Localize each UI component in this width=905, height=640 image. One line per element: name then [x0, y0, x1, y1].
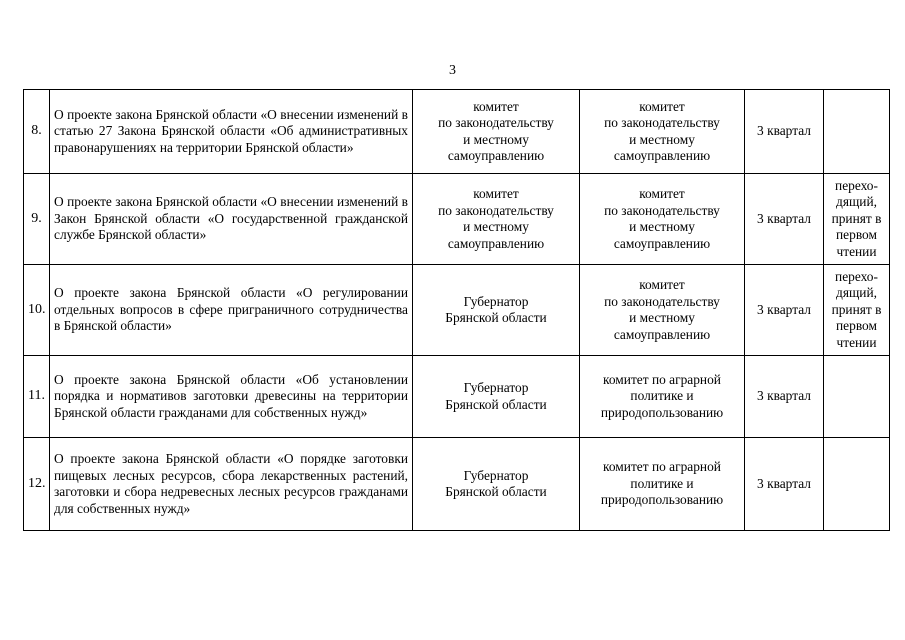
note-line: дящий, [836, 194, 877, 210]
committee-line: и местному [629, 310, 695, 325]
note-line: первом [836, 227, 877, 243]
responsible-cell [413, 438, 580, 531]
responsible-line: комитет [473, 98, 519, 114]
term-cell: 3 квартал [745, 265, 824, 356]
committee-line: комитет [639, 186, 685, 201]
note-line: перехо- [835, 177, 878, 193]
responsible-line: самоуправлению [447, 148, 545, 163]
row-number: 12. [24, 438, 50, 531]
committee-line: природопользованию [600, 492, 724, 508]
committee-cell [580, 265, 745, 356]
committee-cell [580, 174, 745, 265]
committee-line: и местному [629, 219, 695, 234]
note-cell [824, 174, 890, 265]
committee-line: по законодательству [604, 293, 720, 309]
committee-line: самоуправлению [613, 326, 711, 342]
responsible-line: Брянской области [445, 484, 547, 499]
committee-cell [580, 438, 745, 531]
page-number: 3 [449, 63, 456, 78]
responsible-line: и местному [463, 219, 529, 234]
committee-line: самоуправлению [613, 148, 711, 163]
row-number: 9. [24, 174, 50, 265]
responsible-cell [413, 90, 580, 174]
legislative-plan-table [23, 89, 890, 531]
note-line: чтении [836, 243, 877, 259]
table-row [24, 438, 890, 531]
responsible-cell [413, 356, 580, 438]
responsible-line: по законодательству [438, 115, 554, 130]
term-cell: 3 квартал [745, 90, 824, 174]
bill-title: О проекте закона Брянской области «О порядке заготовки пищевых лесных ресурсов, сбора лекарственных растений, заготовки и сбора недревесных лесных ресурсов гражданами для собственных нужд» [50, 438, 413, 531]
note-line: чтении [836, 334, 877, 350]
committee-line: политике и [630, 388, 694, 404]
row-number: 11. [24, 356, 50, 438]
bill-title: О проекте закона Брянской области «О внесении изменений в Закон Брянской области «О государственной гражданской службе Брянской области» [50, 174, 413, 265]
table-row [24, 356, 890, 438]
bill-title: О проекте закона Брянской области «О регулировании отдельных вопросов в сфере приграничного сотрудничества в Брянской области» [50, 265, 413, 356]
term-cell: 3 квартал [745, 174, 824, 265]
note-cell [824, 356, 890, 438]
committee-line: комитет [639, 98, 685, 114]
committee-line: по законодательству [604, 202, 720, 218]
responsible-cell [413, 265, 580, 356]
note-cell [824, 438, 890, 531]
row-number: 8. [24, 90, 50, 174]
term-cell: 3 квартал [745, 438, 824, 531]
table-row [24, 265, 890, 356]
note-line: дящий, [836, 285, 877, 301]
note-cell [824, 90, 890, 174]
responsible-line: по законодательству [438, 202, 554, 218]
responsible-line: самоуправлению [447, 235, 545, 251]
committee-cell [580, 356, 745, 438]
committee-line: комитет по аграрной [603, 371, 721, 387]
committee-line: и местному [629, 131, 695, 147]
committee-line: природопользованию [600, 404, 724, 420]
note-line: принят в [831, 210, 882, 226]
bill-title: О проекте закона Брянской области «Об установлении порядка и нормативов заготовки древесины на территории Брянской области гражданами для собственных нужд» [50, 356, 413, 438]
committee-cell [580, 90, 745, 174]
table-row [24, 90, 890, 174]
note-line: первом [836, 318, 877, 334]
committee-line: политике и [630, 475, 694, 491]
row-number: 10. [24, 265, 50, 356]
responsible-line: Брянской области [445, 396, 547, 412]
responsible-line: Губернатор [463, 380, 529, 395]
committee-line: самоуправлению [613, 235, 711, 251]
note-line: принят в [831, 301, 882, 317]
responsible-line: и местному [463, 131, 529, 147]
note-cell [824, 265, 890, 356]
responsible-line: Губернатор [463, 293, 529, 309]
committee-line: по законодательству [604, 115, 720, 130]
committee-line: комитет [639, 277, 685, 292]
note-line: перехо- [835, 268, 878, 284]
term-cell: 3 квартал [745, 356, 824, 438]
responsible-line: Губернатор [463, 467, 529, 483]
responsible-line: комитет [473, 186, 519, 201]
table-row [24, 174, 890, 265]
bill-title: О проекте закона Брянской области «О внесении изменений в статью 27 Закона Брянской области «Об административных правонарушениях на территории Брянской области» [50, 90, 413, 174]
responsible-line: Брянской области [445, 310, 547, 325]
responsible-cell [413, 174, 580, 265]
committee-line: комитет по аграрной [603, 459, 721, 475]
